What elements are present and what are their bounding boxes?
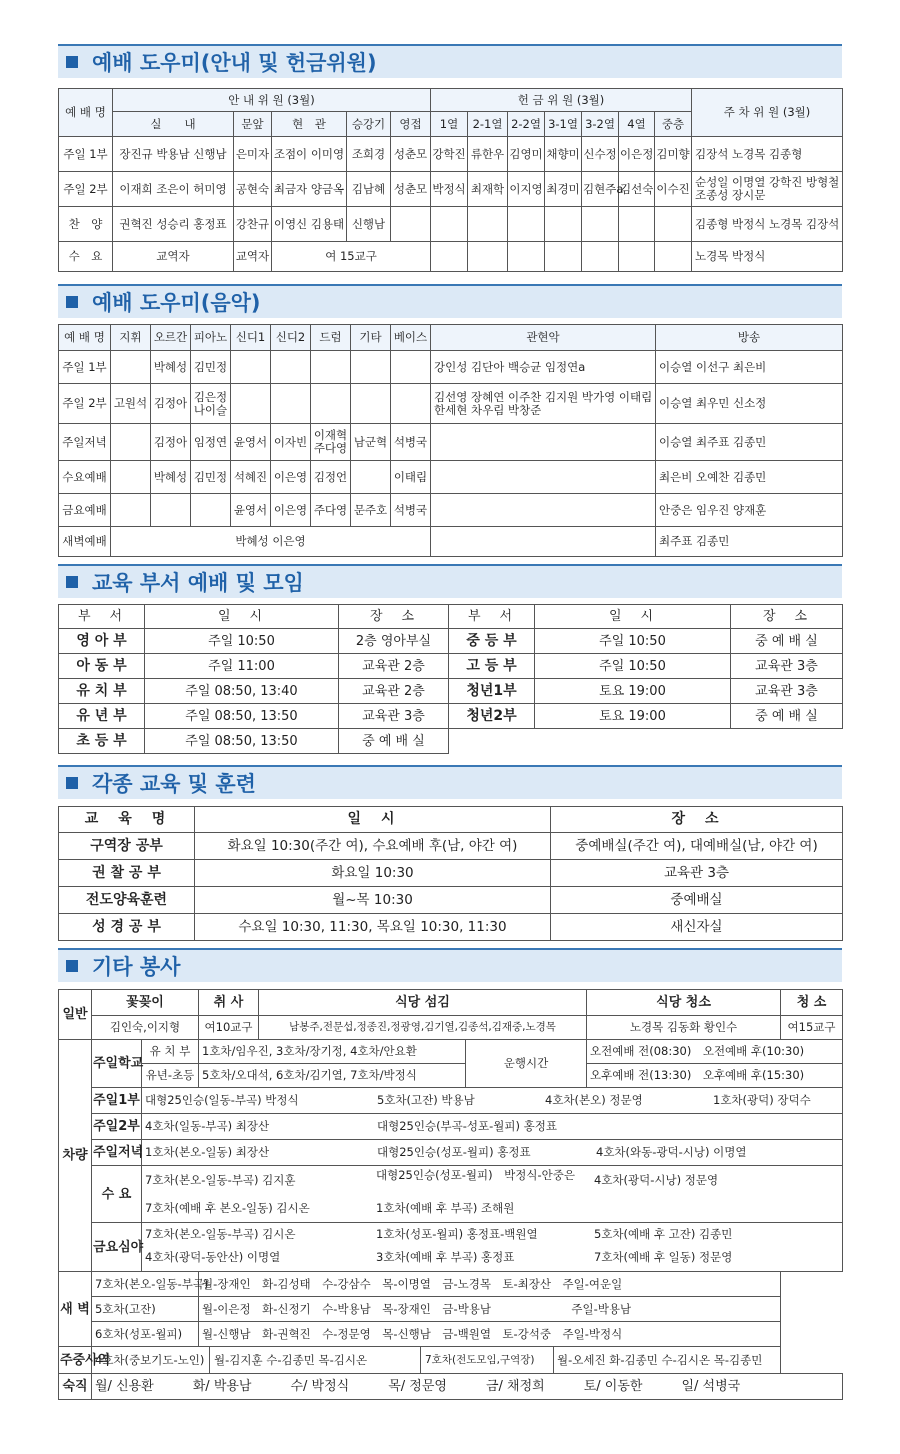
cell [191,494,231,527]
cell: 김정아 [151,424,191,461]
cell: 석혜진 [231,461,271,494]
cell: 이승열 최주표 김종민 [656,424,843,461]
section-header: 예배 도우미(안내 및 헌금위원) [58,44,842,78]
column-header: 드럼 [311,325,351,351]
cell: 전도양육훈련 [59,887,195,914]
column-header: 베이스 [391,325,431,351]
table-row [59,1272,843,1297]
car-entry: 3호차(예배 후 부곡) 홍정표 [376,1250,515,1264]
cell: 이영신 김용태 [272,207,347,242]
cell: 석병국 [391,424,431,461]
cell: 김남혜 [347,172,391,207]
cell: 초 등 부 [59,729,145,754]
cell: 박혜성 이은영 [111,527,431,557]
cell: 김민정 [191,461,231,494]
cell: 교육관 2층 [339,679,449,704]
cell: 여15교구 [781,1016,843,1040]
cell [619,207,655,242]
header-flower: 꽃꽂이 [92,990,199,1016]
car-entry: 대형25인승(성포-월피) 홍정표 [377,1145,531,1159]
cell [151,494,191,527]
header-parking: 주 차 위 원 (3월) [692,89,843,137]
cell: 권혁진 성승리 홍정표 [113,207,234,242]
cell: 1호차/임우진, 3호차/장기정, 4호차/안요환 [199,1040,466,1064]
section-training [58,765,842,941]
square-bullet-icon [66,960,78,972]
car-entry: 월-장재인 화-김성태 수-강삼수 목-이명열 금-노경목 토-최장산 주일-여운일 [199,1272,781,1297]
cell: 유 치 부 [59,679,145,704]
section-other-service [58,948,842,1400]
cell [468,207,508,242]
column-header: 신디1 [231,325,271,351]
cell: 중 예 배 실 [339,729,449,754]
table-row [59,914,843,941]
cell [351,461,391,494]
cell [111,351,151,384]
column-header: 신디2 [271,325,311,351]
cell [431,461,656,494]
cell: 영 아 부 [59,629,145,654]
cell: 이자빈 [271,424,311,461]
label-dawn: 새 벽 [59,1272,92,1347]
cell: 이수진 [655,172,692,207]
cell: 월~목 10:30 [195,887,551,914]
cell: 2층 영아부실 [339,629,449,654]
table-row [59,1322,843,1347]
cell: 교육관 3층 [731,679,843,704]
cell: 박혜성 [151,351,191,384]
car-label: 차량 [59,1040,92,1272]
table-row [59,704,843,729]
cell: 중예배실 [551,887,843,914]
column-header: 일 시 [195,807,551,833]
header-row [59,807,843,833]
general-label: 일반 [59,990,92,1040]
cell: 유 년 부 [59,704,145,729]
cell: 이승열 최우민 신소정 [656,384,843,424]
header-guide: 안 내 위 원 (3월) [113,89,431,112]
cell: 김미향 [655,137,692,172]
cell: 중예배실(주간 여), 대예배실(남, 야간 여) [551,833,843,860]
header-cook: 취 사 [199,990,259,1016]
parking-cell: 김종형 박정식 노경목 김장석 [692,207,843,242]
subheader: 문앞 [234,112,272,137]
car-entry: 4호차(일동-부곡) 최장산 [145,1119,270,1133]
cell: 아 동 부 [59,654,145,679]
cell: 여 15교구 [272,242,431,272]
cell [351,351,391,384]
column-header: 일 시 [145,605,339,629]
section-music [58,284,842,557]
header-service-name: 예 배 명 [59,89,113,137]
cell [111,424,151,461]
label-sun2: 주일2부 [92,1114,142,1140]
row-name: 수 요 [59,242,113,272]
cell [431,494,656,527]
car-entry: 대형25인승(부곡-성포-월피) 홍정표 [377,1119,557,1133]
cell: 이재희 조은이 허미영 [113,172,234,207]
table-row [59,629,843,654]
table-row [59,654,843,679]
guide-offering-table [58,88,843,272]
cell: 토요 19:00 [535,679,731,704]
column-header: 지휘 [111,325,151,351]
cell: 교역자 [113,242,234,272]
cell: 주일 10:50 [535,629,731,654]
cell: 이은영 [271,494,311,527]
cell [111,461,151,494]
table-row [59,494,843,527]
cell: 윤영서 [231,424,271,461]
square-bullet-icon [66,56,78,68]
column-header: 기타 [351,325,391,351]
table-row [59,351,843,384]
table-row [59,729,843,754]
cell [431,207,468,242]
cell: 박혜성 [151,461,191,494]
car-entry: 7호차(전도모임,구역장) [421,1347,554,1373]
cell: 구역장 공부 [59,833,195,860]
car-entry: 7호차(본오-일동-부곡) 김지훈 [145,1173,296,1187]
cell: 윤영서 [231,494,271,527]
cell: 남봉주,전문섭,정종진,정광영,김기열,김종석,김재중,노경목 [259,1016,587,1040]
car-entry: 1호차(성포-월피) 홍정표-백원열 [376,1227,538,1241]
car-entry: 1호차(본오-일동) 최장산 [145,1145,270,1159]
cell: 성 경 공 부 [59,914,195,941]
row-name: 주일 2부 [59,384,111,424]
cell [271,384,311,424]
car-entry: 4호차(와동-광덕-시낭) 이명열 [596,1145,747,1159]
header-clean-dining: 식당 청소 [587,990,781,1016]
column-header: 관현악 [431,325,656,351]
row-name: 주일 2부 [59,172,113,207]
cell: 주다영 [311,494,351,527]
cell: 수요일 10:30, 11:30, 목요일 10:30, 11:30 [195,914,551,941]
car-entry: 1호차(예배 후 부곡) 조해원 [376,1201,515,1215]
cell: 교역자 [234,242,272,272]
car-entry: 월-이은정 화-신정기 수-박용남 목-장재인 금-박용남 주일-박용남 [199,1297,781,1322]
car-entry: 7호차(예배 후 본오-일동) 김시온 [145,1201,310,1215]
cell [431,424,656,461]
car-entry: 6호차(성포-월피) [92,1322,199,1347]
cell: 주일 08:50, 13:50 [145,704,339,729]
label-wed: 수 요 [92,1166,142,1223]
cell: 오후예배 전(13:30) 오후예배 후(15:30) [587,1064,843,1088]
cell: 성춘모 [391,137,431,172]
label-elem: 유년-초등 [142,1064,199,1088]
cell: 교육관 2층 [339,654,449,679]
section-education-dept [58,564,842,754]
column-header: 오르간 [151,325,191,351]
row-name: 주일저녁 [59,424,111,461]
cell: 김정아 [151,384,191,424]
table-row [59,1297,843,1322]
cell: 김인숙,이지형 [92,1016,199,1040]
square-bullet-icon [66,296,78,308]
cell: 류한우 [468,137,508,172]
column-header: 교 육 명 [59,807,195,833]
table-row [59,137,843,172]
cell: 공현숙 [234,172,272,207]
cell: 김민정 [191,351,231,384]
cell [391,351,431,384]
cell: 교육관 3층 [339,704,449,729]
header-row [59,605,843,629]
car-entry: 1호차(광덕) 장덕수 [713,1093,811,1107]
subheader: 현 관 [272,112,347,137]
cell: 이재혁 주다영 [311,424,351,461]
cell: 성춘모 [391,172,431,207]
section-header: 교육 부서 예배 및 모임 [58,564,842,598]
cell: 새신자실 [551,914,843,941]
subheader: 1열 [431,112,468,137]
cell [391,207,431,242]
cell: 김선숙 [619,172,655,207]
cell: 최은비 오예찬 김종민 [656,461,843,494]
cell: 최재학 [468,172,508,207]
car-entry: 5호차(예배 후 고잔) 김종민 [594,1227,733,1241]
column-header: 장 소 [339,605,449,629]
car-entry: 월-김지훈 수-김종민 목-김시온 [210,1347,421,1373]
cell: 중 예 배 실 [731,629,843,654]
label-friday: 금요심야 [92,1223,142,1272]
column-header: 부 서 [59,605,145,629]
cell: 김은정 나이슬 [191,384,231,424]
cell: 임정연 [191,424,231,461]
cell: 중 예 배 실 [731,704,843,729]
other-service-table [58,989,843,1400]
subheader: 4열 [619,112,655,137]
cell [311,384,351,424]
cell: 이은정 [619,137,655,172]
cell: 청년1부 [449,679,535,704]
row-name: 주일 1부 [59,137,113,172]
cell: 박정식 [431,172,468,207]
table-row [59,172,843,207]
car-entry: 4호차(광덕-시낭) 정문영 [594,1173,719,1187]
cell: 김정언 [311,461,351,494]
cell: 여10교구 [199,1016,259,1040]
table-row [59,424,843,461]
cell [111,494,151,527]
cell: 주일 11:00 [145,654,339,679]
subheader: 2-1열 [468,112,508,137]
cell: 강찬규 [234,207,272,242]
cell [311,351,351,384]
car-entry: 월-오세진 화-김종민 수-김시온 목-김종민 [557,1353,763,1367]
cell: 주일 10:50 [145,629,339,654]
car-entry: 월-신행남 화-권혁진 수-정문영 목-신행남 금-백원열 토-강석중 주일-박정식 [199,1322,781,1347]
label-kinder: 유 치 부 [142,1040,199,1064]
table-row [59,860,843,887]
cell [231,351,271,384]
subheader: 영접 [391,112,431,137]
car-entry: 7호차(본오-일동-부곡) 김시온 [145,1227,296,1241]
car-entry: 5호차(고잔) 박용남 [377,1093,475,1107]
parking-cell: 순성일 이명열 강학진 방형철 조종성 장시문 [692,172,843,207]
car-entry: 대형25인승(일동-부곡) 박정식 [145,1093,299,1107]
cell: 청년2부 [449,704,535,729]
table-row [59,887,843,914]
column-header: 장 소 [731,605,843,629]
cell: 최경미 [545,172,582,207]
cell: 노경목 김동화 황인수 [587,1016,781,1040]
header-offering: 헌 금 위 원 (3월) [431,89,692,112]
cell: 교육관 3층 [731,654,843,679]
cell: 중 등 부 [449,629,535,654]
car-entry: 7호차(예배 후 일동) 정문영 [594,1250,733,1264]
section-header: 예배 도우미(음악) [58,284,842,318]
cell [231,384,271,424]
cell: 주일 08:50, 13:40 [145,679,339,704]
cell: 장진규 박용남 신행남 [113,137,234,172]
cell: 문주호 [351,494,391,527]
header-clean: 청 소 [781,990,843,1016]
subheader: 중층 [655,112,692,137]
cell [582,207,619,242]
cell: 이승열 이선구 최은비 [656,351,843,384]
cell: 김현주a [582,172,619,207]
section-header: 각종 교육 및 훈련 [58,765,842,799]
label-sunday-school: 주일학교 [92,1040,142,1088]
cell: 고 등 부 [449,654,535,679]
music-table [58,324,843,557]
subheader: 3-2열 [582,112,619,137]
cell: 강인성 김단아 백승균 임정연a [431,351,656,384]
car-entry: 4호차(중보기도-노인) [92,1347,210,1373]
cell: 신행남 [347,207,391,242]
cell: 강학진 [431,137,468,172]
table-row [59,833,843,860]
table-row [59,207,843,242]
cell: 조희경 [347,137,391,172]
header-row [59,325,843,351]
cell: 주일 08:50, 13:50 [145,729,339,754]
cell: 5호차/오대석, 6호차/김기열, 7호차/박정식 [199,1064,466,1088]
cell: 이태림 [391,461,431,494]
label-evening: 주일저녁 [92,1140,142,1166]
car-entry: 4호차(광덕-동안산) 이명열 [145,1250,281,1264]
column-header: 예 배 명 [59,325,111,351]
car-entry: 대형25인승(성포-월피) 박정식-안중은 [376,1168,575,1182]
cell: 화요일 10:30 [195,860,551,887]
label-night-duty: 숙직 [59,1374,92,1400]
broadcast-cell: 최주표 김종민 [656,527,843,557]
section-header: 기타 봉사 [58,948,842,982]
cell: 석병국 [391,494,431,527]
header-serve: 식당 섬김 [259,990,587,1016]
car-entry: 5호차(고잔) [92,1297,199,1322]
cell [655,207,692,242]
label-op-time: 운행시간 [466,1040,587,1088]
cell: 권 찰 공 부 [59,860,195,887]
training-table [58,806,843,941]
table-row [59,384,843,424]
cell [271,351,311,384]
cell: 이지영 [508,172,545,207]
row-name: 주일 1부 [59,351,111,384]
cell [351,384,391,424]
cell: 채향미 [545,137,582,172]
cell: 신수정 [582,137,619,172]
row-name: 수요예배 [59,461,111,494]
cell [545,207,582,242]
cell: 주일 10:50 [535,654,731,679]
table-row [59,461,843,494]
table-row [59,679,843,704]
column-header: 부 서 [449,605,535,629]
parking-cell: 노경목 박정식 [692,242,843,272]
cell [508,207,545,242]
cell [391,384,431,424]
subheader: 2-2열 [508,112,545,137]
subheader: 승강기 [347,112,391,137]
cell: 이은영 [271,461,311,494]
label-midweek: 주중사역 [59,1347,92,1374]
cell: 김영미 [508,137,545,172]
cell: 오전예배 전(08:30) 오전예배 후(10:30) [587,1040,843,1064]
car-entry: 4호차(본오) 정문영 [545,1093,643,1107]
square-bullet-icon [66,777,78,789]
row-name: 찬 양 [59,207,113,242]
cell: 은미자 [234,137,272,172]
car-entry: 7호차(본오-일동-부곡) [92,1272,199,1297]
section-guide-offering [58,44,842,272]
night-duty-cell: 월/ 신용환 화/ 박용남 수/ 박정식 목/ 정문영 금/ 채정희 토/ 이동한 일/ 석병국 [92,1374,843,1400]
cell: 화요일 10:30(주간 여), 수요예배 후(남, 야간 여) [195,833,551,860]
cell: 교육관 3층 [551,860,843,887]
label-sun1: 주일1부 [92,1088,142,1114]
subheader: 실 내 [113,112,234,137]
column-header: 일 시 [535,605,731,629]
education-dept-table [58,604,843,754]
column-header: 피아노 [191,325,231,351]
cell: 토요 19:00 [535,704,731,729]
column-header: 방송 [656,325,843,351]
cell: 고원석 [111,384,151,424]
column-header: 장 소 [551,807,843,833]
cell: 조점이 이미영 [272,137,347,172]
cell: 김선영 장혜연 이주찬 김지원 박가영 이태림 한세현 차우림 박창준 [431,384,656,424]
parking-cell: 김장석 노경목 김종형 [692,137,843,172]
cell: 안중은 임우진 양재훈 [656,494,843,527]
subheader: 3-1열 [545,112,582,137]
cell: 최금자 양금옥 [272,172,347,207]
square-bullet-icon [66,576,78,588]
row-name: 새벽예배 [59,527,111,557]
cell: 남군혁 [351,424,391,461]
row-name: 금요예배 [59,494,111,527]
